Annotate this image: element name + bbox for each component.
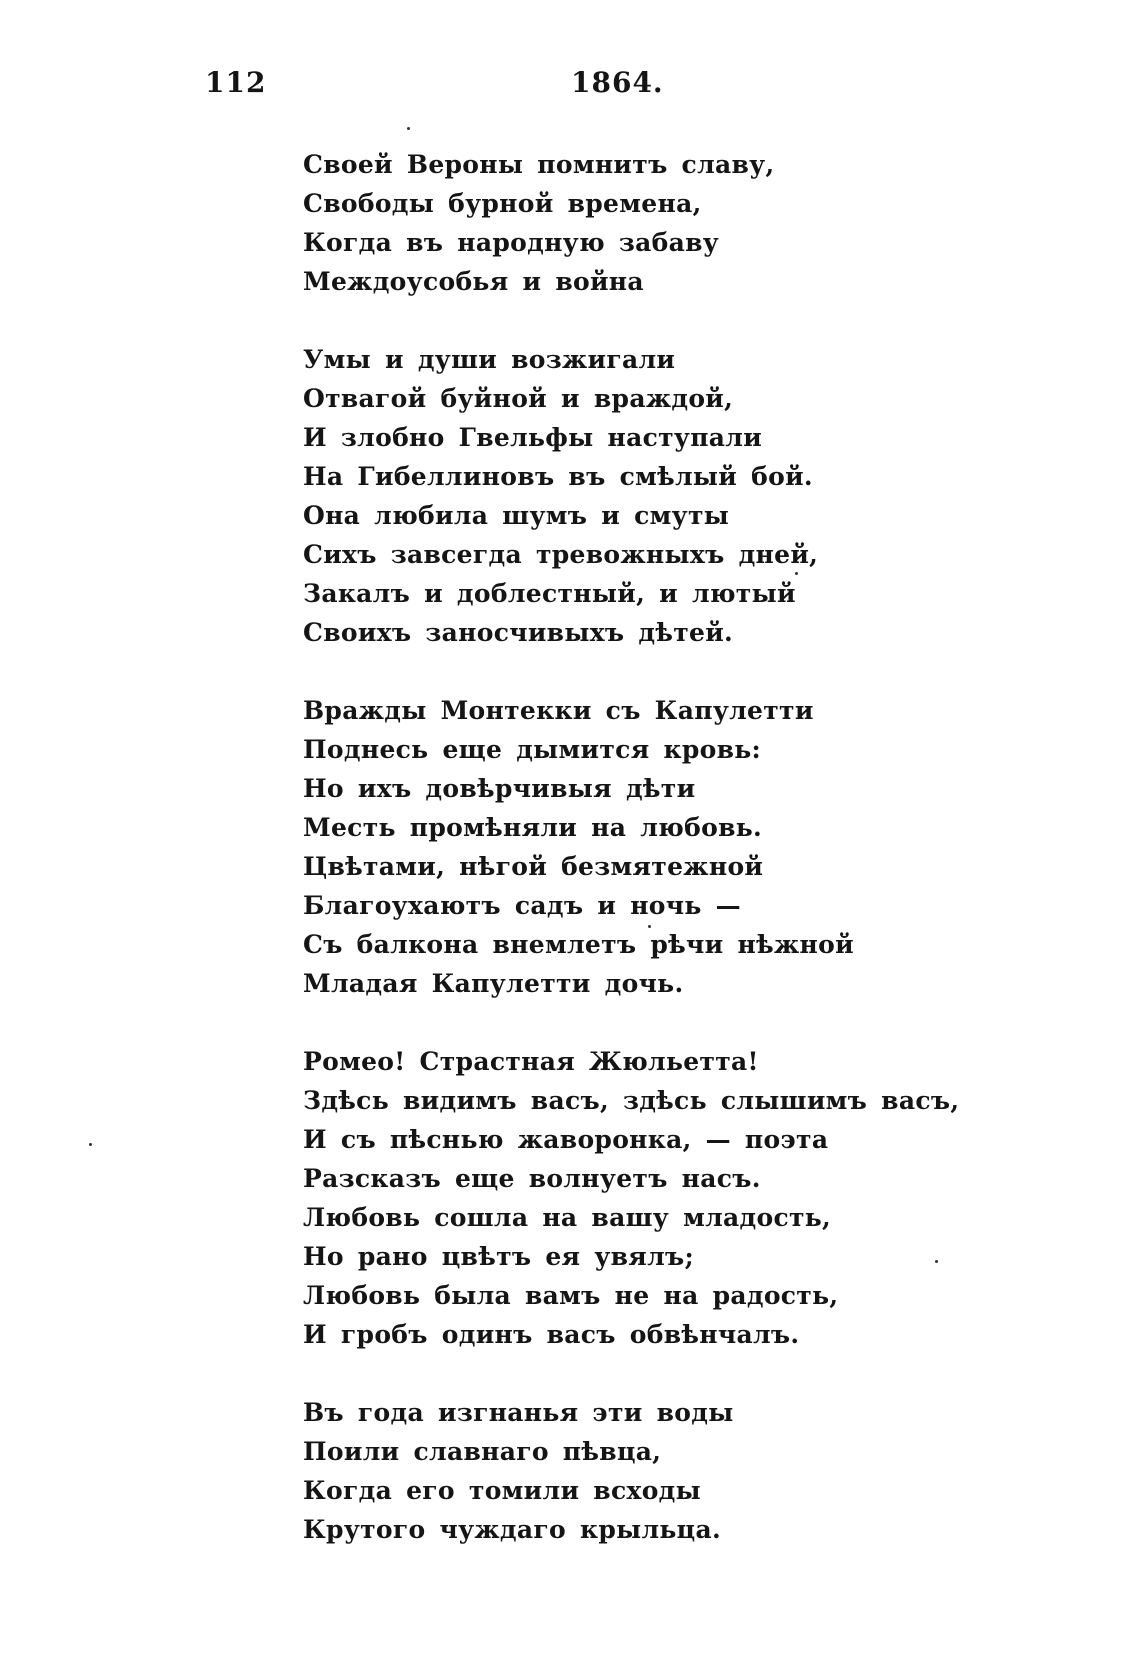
poem-line: Свободы бурной времена, — [303, 189, 702, 218]
poem-line: Ромео! Страстная Жюльетта! — [303, 1047, 759, 1076]
poem-line: Вражды Монтекки съ Капулетти — [303, 696, 814, 725]
poem-line: Благоухаютъ садъ и ночь — — [303, 891, 741, 920]
scan-speck — [795, 572, 798, 575]
poem-line: И злобно Гвельфы наступали — [303, 423, 763, 452]
stanza — [303, 340, 1063, 652]
poem-line: Крутого чуждаго крыльца. — [303, 1515, 721, 1544]
poem-line: Поили славнаго пѣвца, — [303, 1437, 662, 1466]
poem-line: Младая Капулетти дочь. — [303, 969, 684, 998]
poem-line: Умы и души возжигали — [303, 345, 676, 374]
poem-line: Сихъ завсегда тревожныхъ дней, — [303, 540, 819, 569]
poem-line: Любовь была вамъ не на радость, — [303, 1281, 839, 1310]
scan-speck — [89, 1143, 92, 1146]
stanza — [303, 1042, 1063, 1354]
scan-speck — [935, 1260, 938, 1263]
poem-line: И съ пѣснью жаворонка, — поэта — [303, 1125, 829, 1154]
poem-line: Своихъ заносчивыхъ дѣтей. — [303, 618, 734, 647]
poem-line: Отвагой буйной и враждой, — [303, 384, 734, 413]
stanza — [303, 145, 1063, 301]
poem-line: Она любила шумъ и смуты — [303, 501, 730, 530]
page-header — [0, 66, 1140, 106]
poem-line: Когда въ народную забаву — [303, 228, 720, 257]
poem-line: Цвѣтами, нѣгой безмятежной — [303, 852, 764, 881]
poem-line: Разсказъ еще волнуетъ насъ. — [303, 1164, 761, 1193]
scan-speck — [648, 925, 651, 928]
poem-line: Месть промѣняли на любовь. — [303, 813, 763, 842]
poem-line: Въ года изгнанья эти воды — [303, 1398, 734, 1427]
poem-line: Любовь сошла на вашу младость, — [303, 1203, 832, 1232]
scan-speck — [407, 127, 410, 130]
stanza — [303, 691, 1063, 1003]
poem-line: Но рано цвѣтъ ея увялъ; — [303, 1242, 694, 1271]
running-head-year: 1864. — [571, 66, 664, 99]
poem-line: Но ихъ довѣрчивыя дѣти — [303, 774, 696, 803]
poem-line: Съ балкона внемлетъ рѣчи нѣжной — [303, 930, 854, 959]
poem-line: Закалъ и доблестный, и лютый — [303, 579, 796, 608]
poem-line: Поднесь еще дымится кровь: — [303, 735, 762, 764]
poem-line: Междоусобья и война — [303, 267, 644, 296]
poem-line: На Гибеллиновъ въ смѣлый бой. — [303, 462, 813, 491]
poem-line: Когда его томили всходы — [303, 1476, 701, 1505]
poem-line: Здѣсь видимъ васъ, здѣсь слышимъ васъ, — [303, 1086, 960, 1115]
page-number: 112 — [205, 66, 267, 99]
poem-line: И гробъ одинъ васъ обвѣнчалъ. — [303, 1320, 800, 1349]
poem-line: Своей Вероны помнитъ славу, — [303, 150, 775, 179]
stanza — [303, 1393, 1063, 1549]
poem-body — [303, 145, 1063, 1588]
